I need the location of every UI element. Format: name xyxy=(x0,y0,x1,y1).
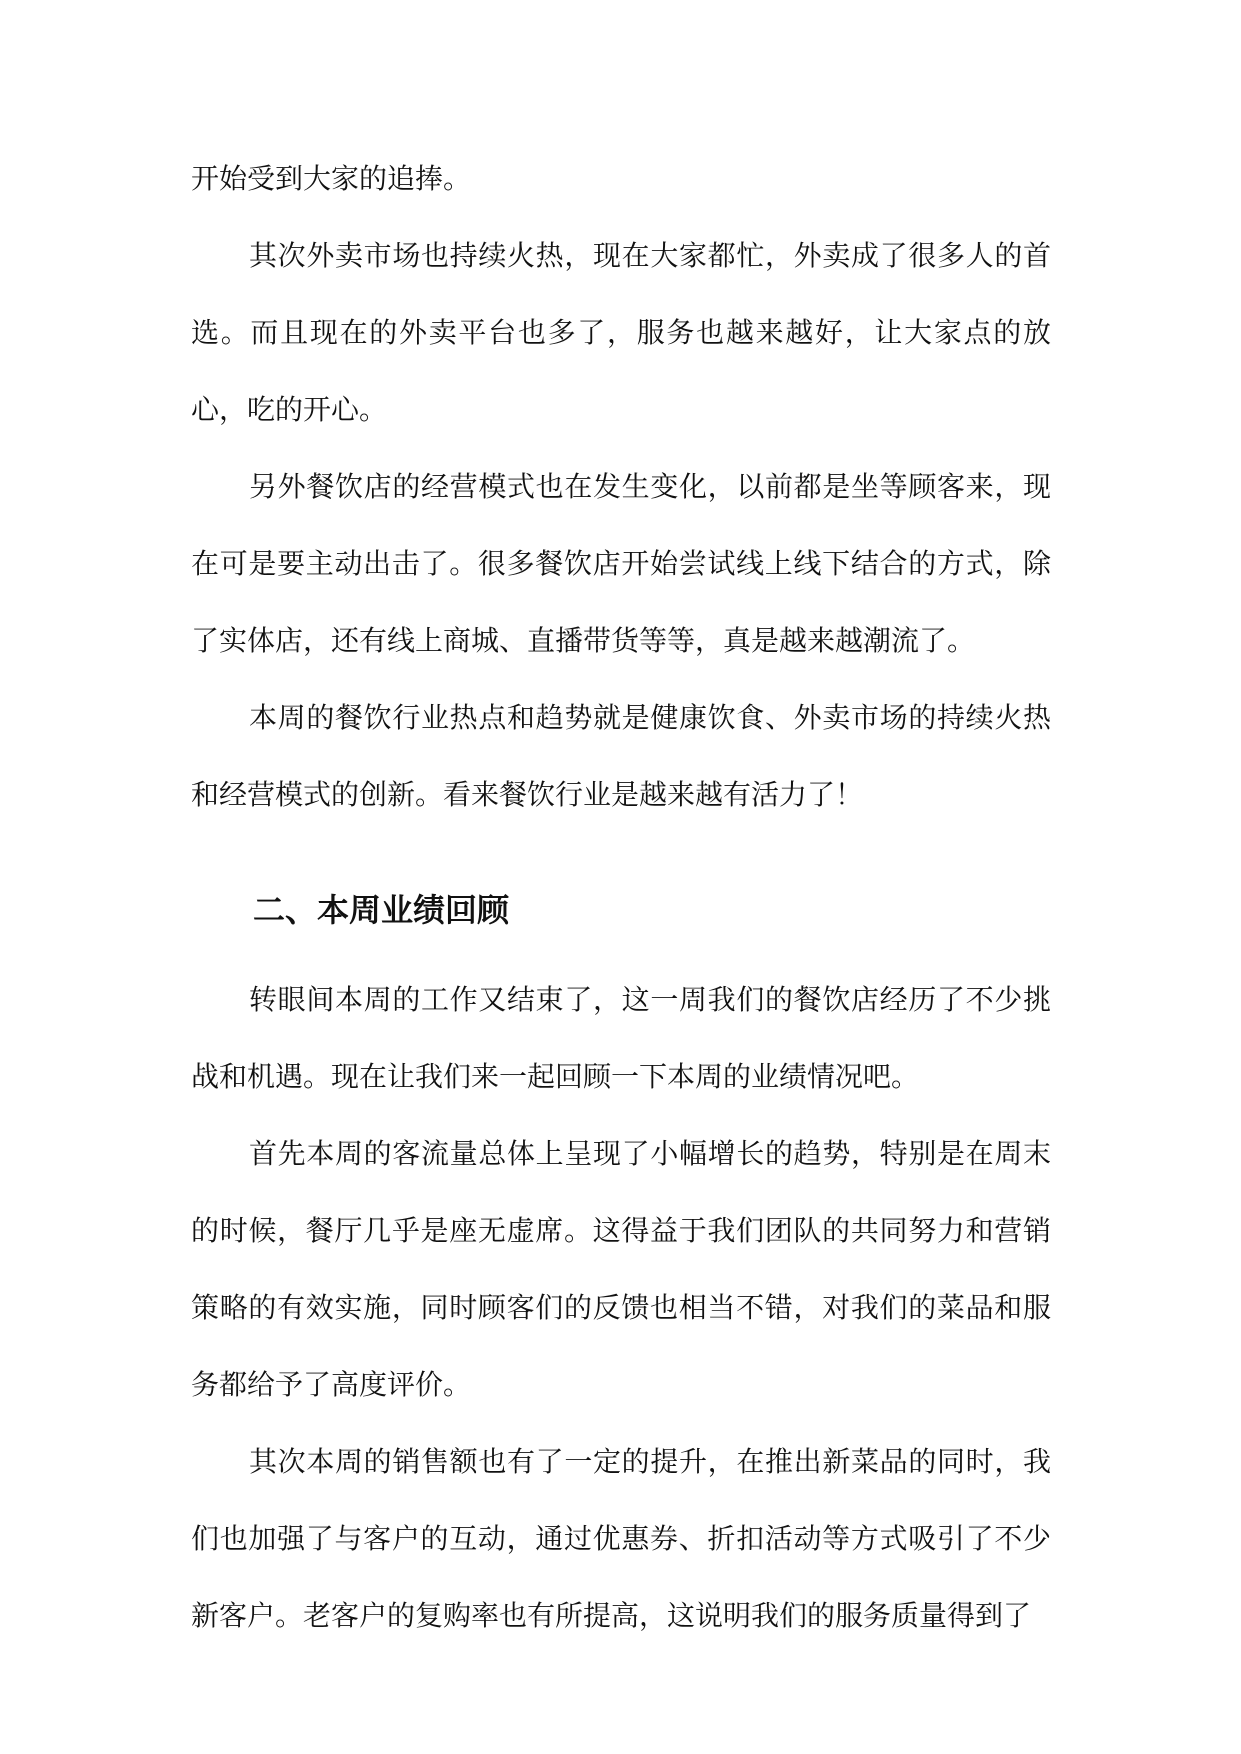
paragraph-continuation: 开始受到大家的追捧。 xyxy=(191,162,472,195)
paragraph-trend-summary: 本周的餐饮行业热点和趋势就是健康饮食、外卖市场的持续火热和经营模式的创新。看来餐饮行业是越来越有活力了！ xyxy=(191,701,1051,811)
paragraph-review-intro: 转眼间本周的工作又结束了，这一周我们的餐饮店经历了不少挑战和机遇。现在让我们来一起回顾一下本周的业绩情况吧。 xyxy=(191,983,1051,1093)
paragraph-business-model: 另外餐饮店的经营模式也在发生变化，以前都是坐等顾客来，现在可是要主动出击了。很多餐饮店开始尝试线上线下结合的方式，除了实体店，还有线上商城、直播带货等等，真是越来越潮流了。 xyxy=(191,470,1051,657)
paragraph-customer-traffic: 首先本周的客流量总体上呈现了小幅增长的趋势，特别是在周末的时候，餐厅几乎是座无虚席。这得益于我们团队的共同努力和营销策略的有效实施，同时顾客们的反馈也相当不错，对我们的菜品和服务都给予了高度评价。 xyxy=(191,1137,1051,1401)
paragraph-sales: 其次本周的销售额也有了一定的提升，在推出新菜品的同时，我们也加强了与客户的互动，通过优惠券、折扣活动等方式吸引了不少新客户。老客户的复购率也有所提高，这说明我们的服务质量得到了 xyxy=(191,1445,1051,1632)
document-body xyxy=(191,140,1051,1654)
section-heading: 二、本周业绩回顾 xyxy=(253,891,510,929)
paragraph-takeout-market: 其次外卖市场也持续火热，现在大家都忙，外卖成了很多人的首选。而且现在的外卖平台也多了，服务也越来越好，让大家点的放心，吃的开心。 xyxy=(191,239,1051,426)
